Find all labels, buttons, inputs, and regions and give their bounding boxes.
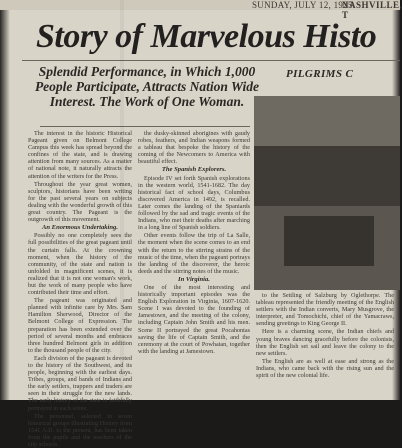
- subheadline-deck: Splendid Performance, in Which 1,000 People Participate, Attracts Nation Wide Interest. The Work of One Woman.: [34, 64, 260, 110]
- article-paragraph: Here is a charming scene, the Indian chiefs and young braves dancing gracefully before the colonists, then the English set sail and leave the colony to the new settlers.: [256, 328, 394, 357]
- sidebar-headline: PILGRIMS C: [286, 68, 354, 80]
- photo-trees: [254, 146, 400, 206]
- page-edge-left: [0, 0, 10, 400]
- article-subhead: An Enormous Undertaking.: [41, 224, 119, 232]
- masthead-city: NASHVILLE, T: [342, 0, 402, 20]
- article-subhead: The Spanish Explorers.: [161, 166, 227, 174]
- article-column-1: [28, 130, 132, 448]
- headline-rule: [22, 60, 400, 61]
- article-paragraph: Throughout the year great women, sculptors, historians have been writing for the past several years on subjects dealing with the wonderful growth of this great country. The Pageant is the outgrowth of this movement.: [28, 180, 132, 224]
- headline: Story of Marvelous Histo: [36, 18, 377, 55]
- article-paragraph: Possibly no one completely sees the full possibilities of the great pageant until the curtain falls. At the crowning moment, when the history of the community, of the state and nation is unfolded in magnificent scenes, it is realized that it is not one woman's work, but the work of many people who have contributed their time and effort.: [28, 232, 132, 297]
- deck-rule: [40, 126, 250, 127]
- article-column-3: [256, 292, 394, 400]
- article-paragraph: One of the most interesting and historically important episodes was the English Exploration in Virginia, 1607-1620. Scene I was devoted to the founding of Jamestown, and the meeting of the colony, including Captain John Smith and his men. Scene II portrayed the great Pocahontas saving the life of Captain Smith, and the ceremony at the court of Powhatan, together with the landing at Jamestown.: [138, 283, 250, 355]
- article-paragraph: Episode IV set forth Spanish explorations in the western world, 1541-1682. The day historical fact of school days, Columbus discovered America in 1492, is recalled. Later comes the landing of the Spaniards followed by the sad and tragic events of the Indians, who met their deaths after marching in a long line of Spanish soldiers.: [138, 174, 250, 232]
- article-paragraph: The interest in the historic Historical Pageant given on Belmont College Campus this week has spread beyond the confines of the state, and is drawing attention from many sources. As a matter of national note, it naturally attracts the attention of the writers for the Press.: [28, 130, 132, 180]
- paper-fold: [120, 0, 124, 400]
- article-paragraph: The pageant was originated and planned with infinite care by Mrs. Sam Hamilton Sherwood, Director of the Belmont College of Expression. The preparation has been extended over the period of several months and embraces three hundred Belmont girls in addition to the thousand people of the city.: [28, 297, 132, 354]
- pageant-photo: [254, 96, 400, 290]
- article-paragraph: the dusky-skinned aborigines with gaudy robes, feathers, and Indian weapons formed a tableau that bespoke the history of the coming of the Newcomers to America with beautiful effect.: [138, 130, 250, 166]
- article-paragraph: Other events follow the trip of La Salle, the moment when the scene comes to an end with the return to the stirring strains of the music of the time, when the pageant portrays the landing of the discoverer, the heroic deeds and the stirring notes of the music.: [138, 232, 250, 275]
- masthead-dateline: SUNDAY, JULY 12, 1925: [252, 0, 353, 10]
- article-paragraph: The personnel, selected in seven historical groups illustrating History from 1541 A.D. to the present, has been taken from the pupils and the teachers of the city schools.: [28, 412, 132, 448]
- article-column-2: [138, 130, 250, 400]
- article-paragraph: The English are as well at ease and strong as the Indians, who came back with the rising sun and the spirit of the new colonial life.: [256, 357, 394, 380]
- article-paragraph: to the Settling of Salzburg by Oglethorpe. The tableau represented the friendly meeting of the English settlers with the Indian converts, Mary Musgrove, the interpreter, and Tomochichi, chief of the Yamacraws, sending greetings to King George II.: [256, 292, 394, 328]
- article-subhead: In Virginia.: [178, 275, 210, 283]
- photo-figures: [284, 216, 374, 266]
- article-paragraph: Each division of the pageant is devoted to the history of the Southwest, and its people, beginning with the earliest days. Tribes, groups, and bands of Indians and the early settlers, trappers and traders are seen in their struggle for the new lands. The early history of the state is faithfully portrayed in each scene.: [28, 354, 132, 412]
